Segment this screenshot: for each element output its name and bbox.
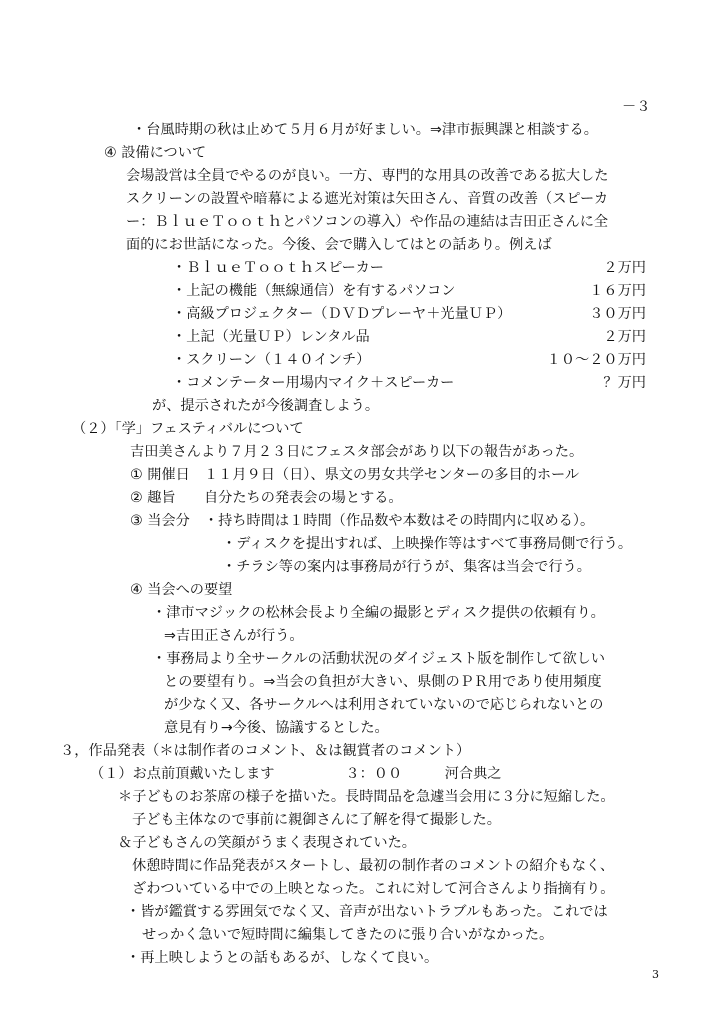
text-line: が、提示されたが今後調査しよう。 (152, 398, 380, 414)
text-line: 吉田美さんより７月２３日にフェスタ部会があり以下の報告があった。 (130, 444, 584, 460)
text-line: ー：ＢｌｕｅＴｏｏｔｈとパソコンの導入）や作品の連結は吉田正さんに全 (126, 214, 609, 230)
text-line: ③ 当会分 ・持ち時間は１時間（作品数や本数はその時間内に収める）。 (130, 513, 595, 529)
text-line: せっかく急いで短時間に編集してきたのに張り合いがなかった。 (142, 927, 554, 943)
text-line: ② 趣旨 自分たちの発表会の場とする。 (130, 490, 403, 506)
text-line: ・皆が鑑賞する雰囲気でなく又、音声が出ないトラブルもあった。これでは (126, 904, 608, 920)
text-line: スクリーンの設置や暗幕による遮光対策は矢田さん、音質の改善（スピーカ (126, 191, 609, 207)
text-line: ・再上映しようとの話もあるが、しなくて良い。 (126, 950, 439, 966)
text-line: ① 開催日 １１月９日（日）、県文の男女共学センターの多目的ホール (130, 467, 580, 483)
section-heading: ④ 当会への要望 (130, 582, 233, 598)
equipment-price: １０～２０万円 (546, 352, 646, 368)
equipment-price: ３０万円 (589, 306, 646, 322)
section-heading: （２）「学」フェスティバルについて (72, 421, 304, 437)
equipment-item: ・上記（光量ＵＰ）レンタル品 (172, 329, 370, 345)
section-heading: ３，作品発表（＊は制作者のコメント、＆は観賞者のコメント） (60, 743, 471, 759)
text-line: 休憩時間に作品発表がスタートし、最初の制作者のコメントの紹介もなく、 (132, 858, 615, 874)
viewer-comment: ＆子どもさんの笑顔がうまく表現されていた。 (118, 835, 416, 851)
text-line: ざわついている中での上映となった。これに対して河合さんより指摘有り。 (132, 881, 615, 897)
equipment-price: ２万円 (603, 260, 646, 276)
equipment-price: １６万円 (589, 283, 646, 299)
work-title-line: （１）お点前頂戴いたします ３：００ 河合典之 (90, 766, 502, 782)
text-line: ・台風時期の秋は止めて５月６月が好ましい。⇒津市振興課と相談する。 (132, 122, 598, 138)
text-line: ・津市マジックの松林会長より全編の撮影とディスク提供の依頼有り。 (152, 605, 605, 621)
equipment-item: ・コメンテーター用場内マイク＋スピーカー (172, 375, 455, 391)
text-line: 面的にお世話になった。今後、会で購入してはとの話あり。例えば (126, 237, 552, 253)
equipment-price: ？万円 (603, 375, 646, 391)
text-line: ・ディスクを提出すれば、上映操作等はすべて事務局側で行う。 (222, 536, 633, 552)
text-line: 意見有り→今後、協議するとした。 (164, 720, 389, 736)
section-heading: ④ 設備について (104, 145, 207, 161)
text-line: ・事務局より全サークルの活動状況のダイジェスト版を制作して欲しい (152, 651, 606, 667)
text-line: が少なく又、各サークルへは利用されていないので応じられないとの (164, 697, 604, 713)
equipment-item: ・スクリーン（１４０インチ） (172, 352, 371, 368)
text-line: との要望有り。⇒当会の負担が大きい、県側のＰＲ用であり使用頻度 (164, 674, 602, 690)
text-line: ・チラシ等の案内は事務局が行うが、集客は当会で行う。 (222, 559, 591, 575)
header-page-marker: －３ (622, 99, 651, 115)
creator-comment: ＊子どものお茶席の様子を描いた。長時間品を急遽当会用に３分に短縮した。 (118, 789, 615, 805)
equipment-item: ・ＢｌｕｅＴｏｏｔｈスピーカー (172, 260, 384, 276)
equipment-item: ・上記の機能（無線通信）を有するパソコン (172, 283, 456, 299)
equipment-item: ・高級プロジェクター（ＤＶＤプレーヤ＋光量ＵＰ） (172, 306, 512, 322)
page-number: 3 (652, 968, 659, 981)
text-line: 子ども主体なので事前に親御さんに了解を得て撮影した。 (132, 812, 501, 828)
text-line: ⇒吉田正さんが行う。 (164, 628, 304, 644)
equipment-price: ２万円 (603, 329, 646, 345)
text-line: 会場設営は全員でやるのが良い。一方、専門的な用具の改善である拡大した (126, 168, 609, 184)
